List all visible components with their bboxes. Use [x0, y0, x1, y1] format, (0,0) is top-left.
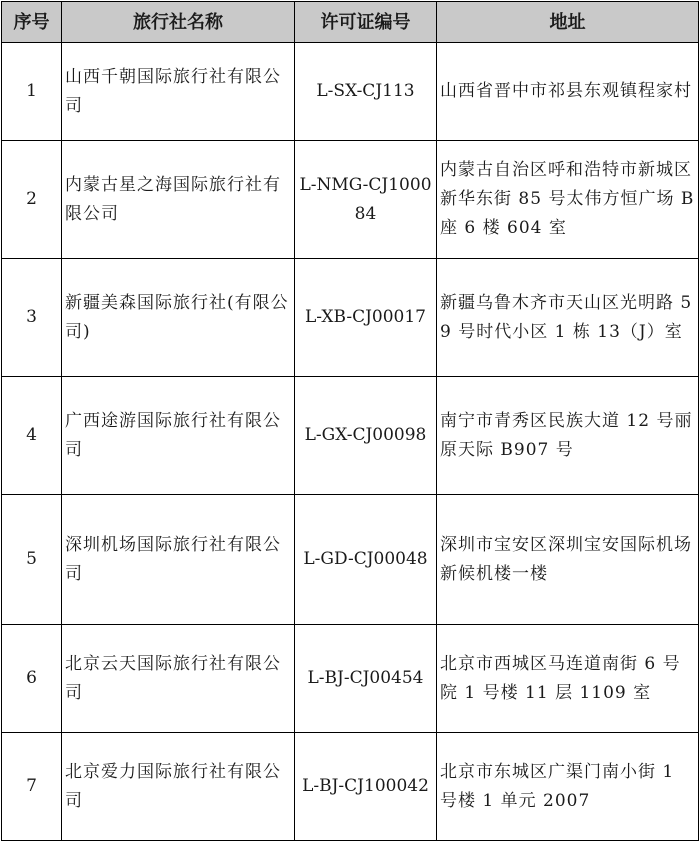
cell-agency-name: 广西途游国际旅行社有限公司: [62, 377, 295, 495]
cell-agency-name: 新疆美森国际旅行社(有限公司): [62, 259, 295, 377]
table-row: [2, 43, 699, 141]
cell-seq: 5: [2, 495, 62, 625]
cell-address: 北京市东城区广渠门南小街 1 号楼 1 单元 2007: [437, 733, 699, 841]
header-agency-name: 旅行社名称: [62, 2, 295, 43]
cell-license-number: L-GX-CJ00098: [295, 377, 437, 495]
table-row: [2, 259, 699, 377]
cell-seq: 4: [2, 377, 62, 495]
table-row: [2, 495, 699, 625]
travel-agency-table: [1, 1, 699, 841]
cell-license-number: L-SX-CJ113: [295, 43, 437, 141]
cell-address: 深圳市宝安区深圳宝安国际机场新候机楼一楼: [437, 495, 699, 625]
cell-address: 南宁市青秀区民族大道 12 号丽原天际 B907 号: [437, 377, 699, 495]
cell-address: 新疆乌鲁木齐市天山区光明路 59 号时代小区 1 栋 13（J）室: [437, 259, 699, 377]
cell-seq: 7: [2, 733, 62, 841]
cell-seq: 6: [2, 625, 62, 733]
cell-license-number: L-BJ-CJ100042: [295, 733, 437, 841]
cell-license-number: L-NMG-CJ100084: [295, 141, 437, 259]
table-row: [2, 377, 699, 495]
cell-address: 山西省晋中市祁县东观镇程家村: [437, 43, 699, 141]
header-address: 地址: [437, 2, 699, 43]
cell-license-number: L-GD-CJ00048: [295, 495, 437, 625]
cell-seq: 1: [2, 43, 62, 141]
cell-address: 北京市西城区马连道南街 6 号院 1 号楼 11 层 1109 室: [437, 625, 699, 733]
cell-agency-name: 北京爱力国际旅行社有限公司: [62, 733, 295, 841]
table-row: [2, 141, 699, 259]
header-seq: 序号: [2, 2, 62, 43]
cell-agency-name: 内蒙古星之海国际旅行社有限公司: [62, 141, 295, 259]
header-row: [2, 2, 699, 43]
cell-address: 内蒙古自治区呼和浩特市新城区新华东街 85 号太伟方恒广场 B 座 6 楼 604 室: [437, 141, 699, 259]
cell-license-number: L-XB-CJ00017: [295, 259, 437, 377]
cell-seq: 2: [2, 141, 62, 259]
cell-agency-name: 山西千朝国际旅行社有限公司: [62, 43, 295, 141]
cell-agency-name: 北京云天国际旅行社有限公司: [62, 625, 295, 733]
header-license-number: 许可证编号: [295, 2, 437, 43]
cell-agency-name: 深圳机场国际旅行社有限公司: [62, 495, 295, 625]
table-row: [2, 733, 699, 841]
table-row: [2, 625, 699, 733]
cell-seq: 3: [2, 259, 62, 377]
cell-license-number: L-BJ-CJ00454: [295, 625, 437, 733]
